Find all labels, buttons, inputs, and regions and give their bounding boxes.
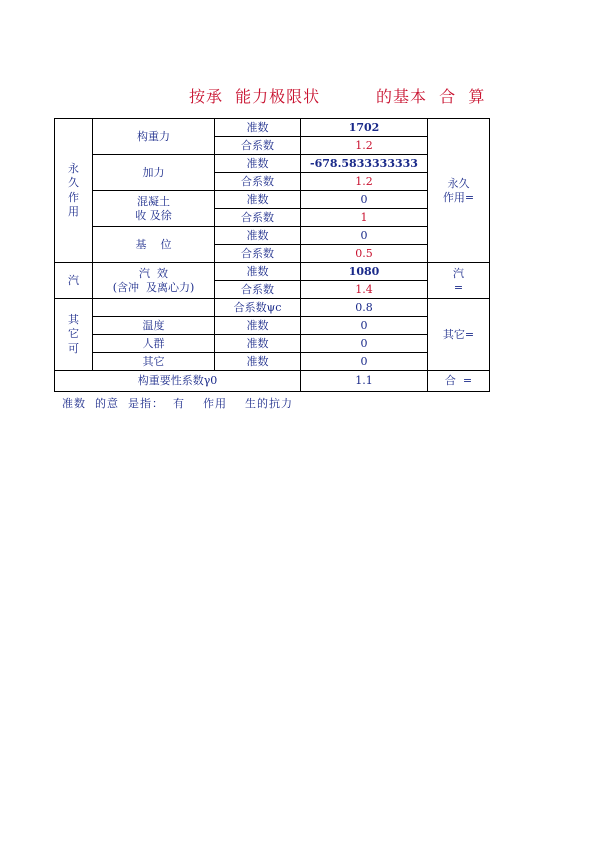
- value-concrete-standard: 0: [301, 191, 428, 209]
- value-dead-coef: 1.2: [301, 137, 428, 155]
- value-temperature-standard: 0: [301, 317, 428, 335]
- footnote: 准数 的意 是指： 有 作用 生的抗力: [62, 397, 293, 410]
- label-standard: 准数: [215, 335, 301, 353]
- page-title: [0, 84, 600, 108]
- value-vehicle-coef: 1.4: [301, 281, 428, 299]
- value-added-standard: -678.5833333333: [301, 155, 428, 173]
- item-crowd: 人群: [93, 335, 215, 353]
- result-vehicle: 汽 =: [428, 263, 489, 299]
- item-vehicle-effect: 汽 效 (含冲 及离心力): [93, 263, 215, 299]
- value-foundation-standard: 0: [301, 227, 428, 245]
- title-part-2: 的基本 合 算: [376, 87, 486, 106]
- group-permanent: 永 久 作 用: [55, 119, 93, 263]
- value-phi-c: 0.8: [301, 299, 428, 317]
- label-combo-coef: 合系数: [215, 209, 301, 227]
- label-standard: 准数: [215, 227, 301, 245]
- label-standard: 准数: [215, 353, 301, 371]
- label-combo-coef: 合系数: [215, 281, 301, 299]
- result-total: 合 =: [444, 374, 473, 388]
- calculation-table: [54, 118, 490, 392]
- value-added-coef: 1.2: [301, 173, 428, 191]
- label-combo-coef: 合系数: [215, 137, 301, 155]
- item-concrete-shrinkage: 混凝土 收 及徐: [93, 191, 215, 227]
- label-standard: 准数: [215, 119, 301, 137]
- group-vehicle: 汽: [55, 263, 93, 299]
- item-foundation: 基 位: [93, 227, 215, 263]
- item-blank: [93, 299, 215, 317]
- result-other: 其它=: [428, 299, 489, 371]
- item-temperature: 温度: [93, 317, 215, 335]
- value-vehicle-standard: 1080: [301, 263, 428, 281]
- value-gamma0: 1.1: [301, 371, 428, 391]
- label-standard: 准数: [215, 155, 301, 173]
- label-combo-coef: 合系数: [215, 245, 301, 263]
- value-foundation-coef: 0.5: [301, 245, 428, 263]
- label-combo-coef: 合系数: [215, 173, 301, 191]
- value-others-standard: 0: [301, 353, 428, 371]
- value-crowd-standard: 0: [301, 335, 428, 353]
- item-added-force: 加力: [93, 155, 215, 191]
- label-combo-coef-phi: 合系数ψc: [215, 299, 301, 317]
- result-permanent: 永久 作用=: [428, 119, 489, 263]
- value-concrete-coef: 1: [301, 209, 428, 227]
- title-part-1: 按承 能力极限状: [189, 87, 321, 106]
- label-standard: 准数: [215, 317, 301, 335]
- importance-factor-label: 构重要性系数γ0: [55, 371, 301, 391]
- label-standard: 准数: [215, 191, 301, 209]
- group-other: 其 它 可: [55, 299, 93, 371]
- value-dead-standard: 1702: [301, 119, 428, 137]
- label-standard: 准数: [215, 263, 301, 281]
- item-dead-load: 构重力: [93, 119, 215, 155]
- item-others: 其它: [93, 353, 215, 371]
